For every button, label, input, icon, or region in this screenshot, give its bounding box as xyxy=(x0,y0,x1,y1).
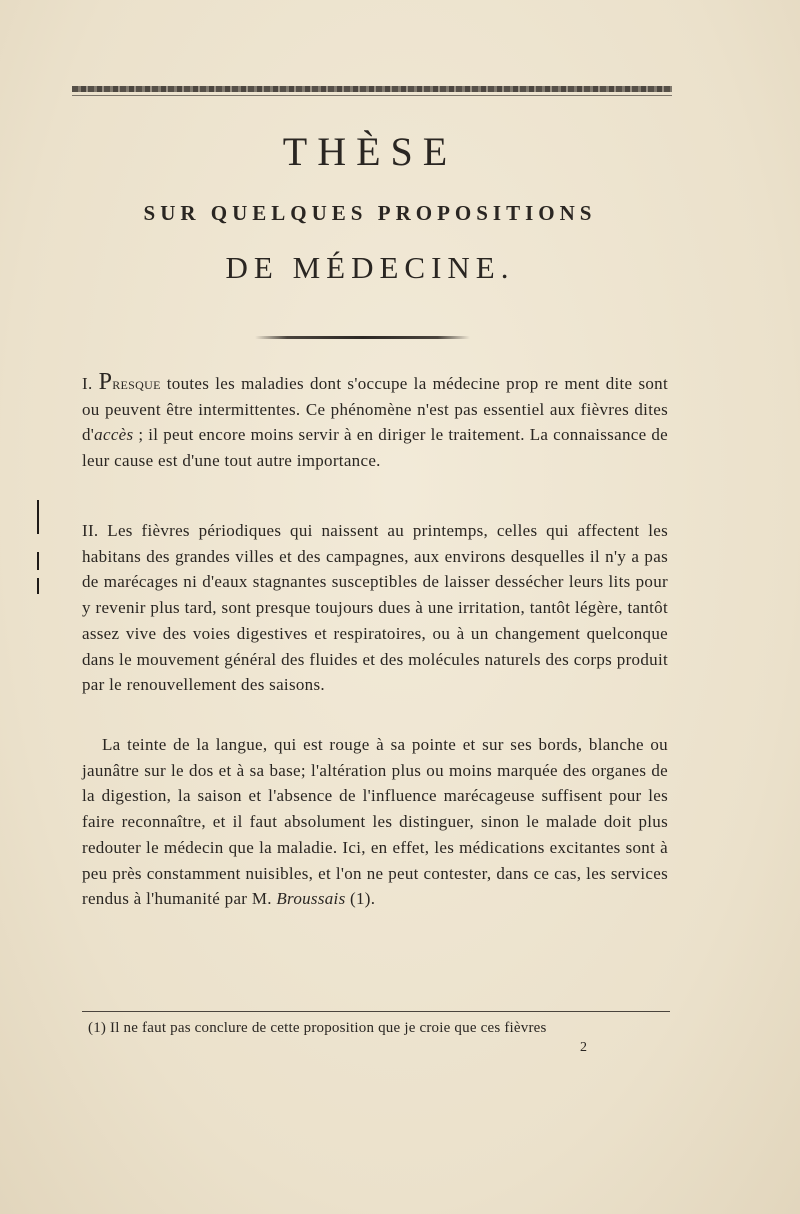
italic-name: Broussais xyxy=(276,889,346,909)
footnote: (1) Il ne faut pas conclure de cette proposition que je croie que ces fièvres xyxy=(88,1020,547,1036)
signature-mark: 2 xyxy=(580,1040,587,1055)
margin-mark xyxy=(37,500,39,534)
page-title: THÈSE xyxy=(282,129,458,174)
proposition-2: II. Les fièvres périodiques qui naissent au printemps, celles qui affectent les habitans des grandes villes et des campagnes, aux environs desquelles il n'y a pas de marécages ni d'eaux stagnantes susceptibles de laisser dessécher leurs lits pour y revenir plus tard, sont presque toujours dues à une irritation, tantôt légère, tantôt assez vive des voies digestives et respiratoires, ou à un changement quelconque dans le mouvement général des fluides et des molécules naturels des corps produit par le renouvellement des saisons. xyxy=(82,521,668,695)
small-caps-word: resque xyxy=(112,374,161,393)
footnote-rule xyxy=(82,1011,670,1012)
proposition-2-continued xyxy=(82,732,668,912)
drop-cap: P xyxy=(98,369,113,395)
proposition-number: I. xyxy=(82,374,93,393)
margin-mark xyxy=(37,552,39,570)
proposition-1-text-a: toutes les maladies dont s'occupe la médecine prop re ment dite sont ou peuvent être intermittentes. Ce phénomène n'est pas essentiel aux fièvres dites d' xyxy=(82,374,668,445)
top-ornamental-rule xyxy=(72,86,672,92)
italic-term: accès xyxy=(94,425,134,445)
proposition-1 xyxy=(82,370,668,474)
section-divider xyxy=(255,336,470,339)
page-subtitle-2: DE MÉDECINE. xyxy=(225,250,515,285)
page-subtitle: SUR QUELQUES PROPOSITIONS xyxy=(143,201,597,225)
top-thin-rule xyxy=(72,95,672,96)
proposition-2-continued-text-a: La teinte de la langue, qui est rouge à sa pointe et sur ses bords, blanche ou jaunâtre sur le dos et à sa base; l'altération plus ou moins marquée des organes de la digestion, la saison et l'absence de l'influence marécageuse suffisent pour les faire reconnaître, et il faut absolument les distinguer, sinon le malade doit plus redouter le médecin que la maladie. Ici, en effet, les médications excitantes sont à peu près constamment nuisibles, et l'on ne peut contester, dans ce cas, les services rendus à l'humanité par M. xyxy=(82,735,668,909)
proposition-1-text-b: ; il peut encore moins servir à en diriger le traitement. La connaissance de leur cause est d'une tout autre importance. xyxy=(82,425,668,471)
margin-mark xyxy=(37,578,39,594)
proposition-2-continued-text-b: (1). xyxy=(345,889,376,909)
